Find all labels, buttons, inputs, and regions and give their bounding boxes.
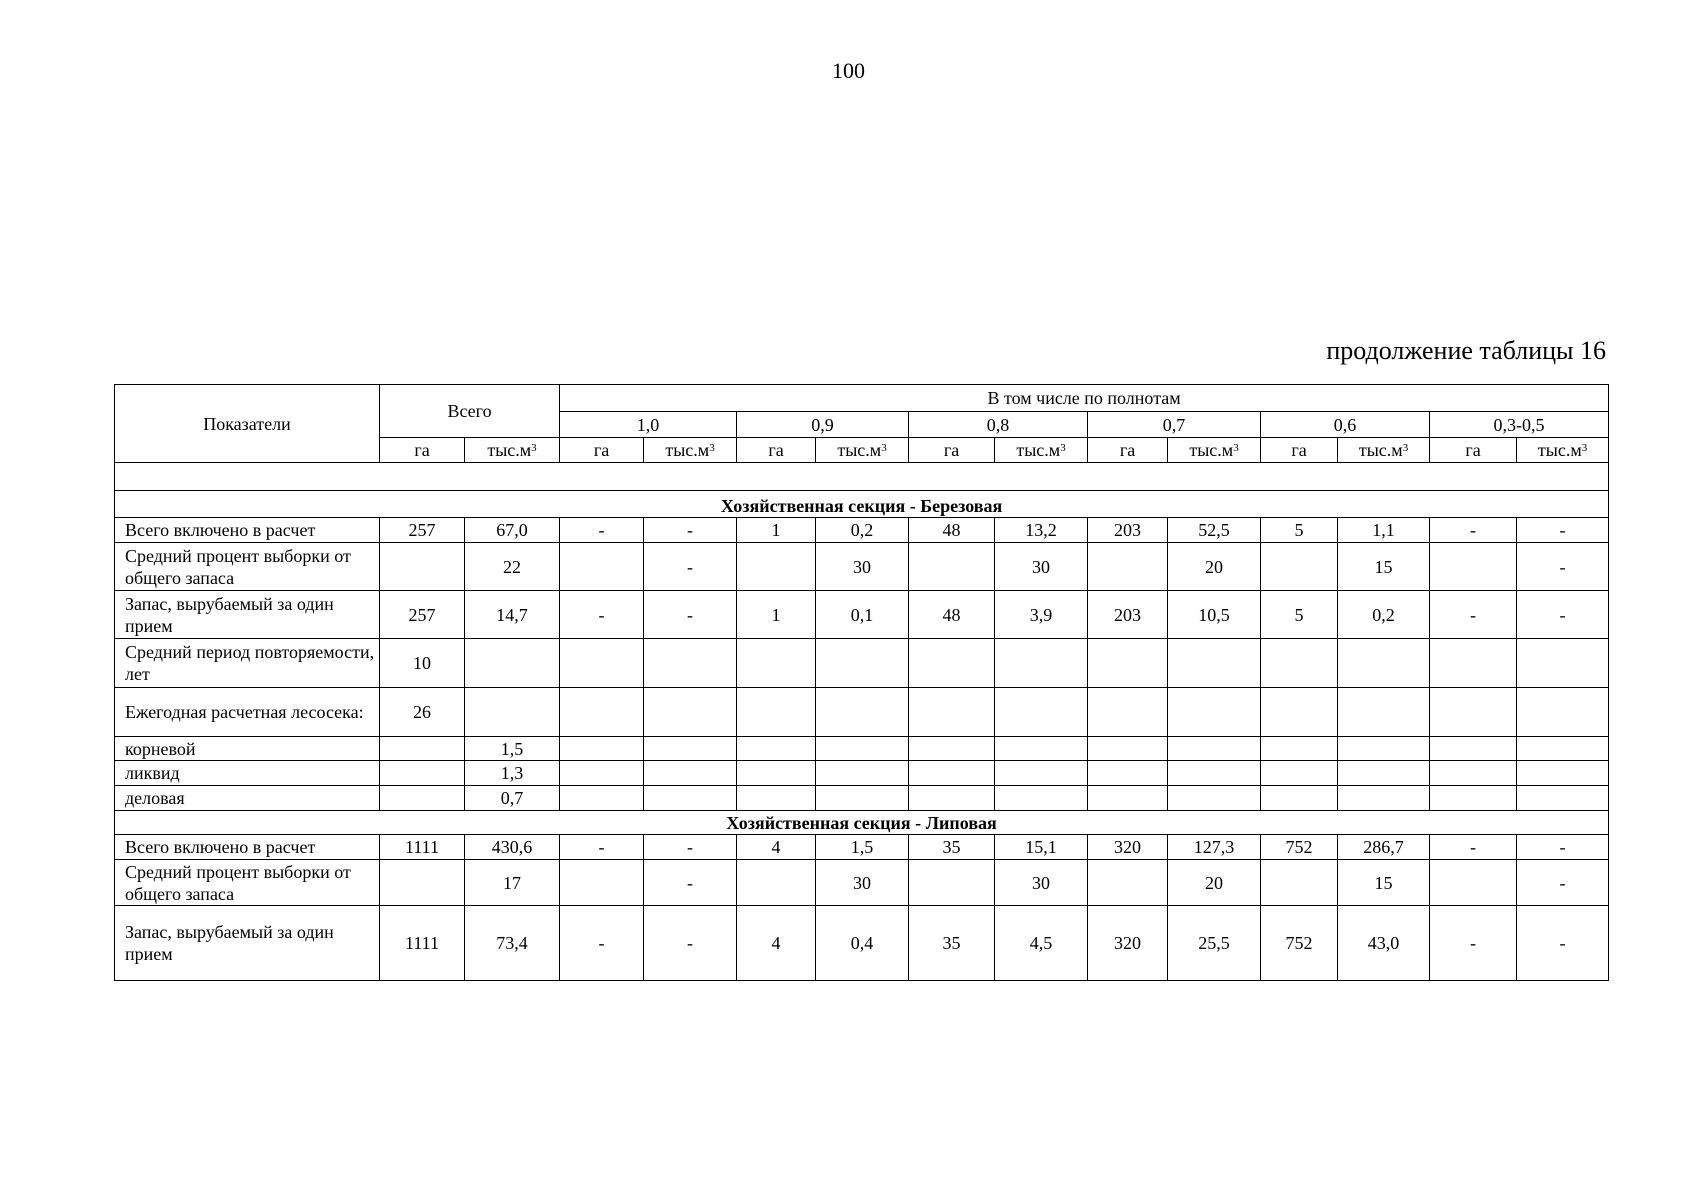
table-cell — [737, 737, 816, 761]
table-cell: - — [1430, 591, 1517, 639]
table-cell: 5 — [1261, 591, 1338, 639]
table-row — [115, 786, 1609, 811]
table-cell — [1517, 639, 1609, 688]
unit-ha: га — [909, 438, 995, 463]
table-cell — [737, 786, 816, 811]
table-cell: 1,1 — [1338, 518, 1430, 543]
table-cell: - — [644, 591, 737, 639]
table-cell — [909, 737, 995, 761]
row-label: Всего включено в расчет — [115, 518, 380, 543]
table-cell — [737, 639, 816, 688]
table-cell: 26 — [380, 688, 465, 737]
table-cell — [1168, 639, 1261, 688]
table-cell: 35 — [909, 906, 995, 981]
table-cell — [380, 543, 465, 591]
table-cell: 10 — [380, 639, 465, 688]
section-header-row — [115, 491, 1609, 518]
unit-volume-base: тыс.м — [1537, 440, 1582, 460]
section-header-row — [115, 811, 1609, 835]
table-cell — [1261, 786, 1338, 811]
table-cell — [1338, 737, 1430, 761]
table-cell — [737, 761, 816, 786]
table-cell: 1111 — [380, 906, 465, 981]
table-row — [115, 688, 1609, 737]
table-cell — [1338, 786, 1430, 811]
page-number: 100 — [832, 58, 865, 83]
table-cell: 48 — [909, 591, 995, 639]
data-table — [114, 384, 1609, 981]
unit-volume-exponent: 3 — [531, 442, 537, 454]
table-cell: 14,7 — [465, 591, 560, 639]
table-cell: 4,5 — [995, 906, 1088, 981]
table-cell: 43,0 — [1338, 906, 1430, 981]
table-cell: 0,1 — [816, 591, 909, 639]
table-cell: - — [1517, 543, 1609, 591]
table-cell — [1261, 737, 1338, 761]
table-cell: 1 — [737, 591, 816, 639]
table-cell: 52,5 — [1168, 518, 1261, 543]
table-cell — [1261, 761, 1338, 786]
table-cell: 4 — [737, 906, 816, 981]
table-cell — [1088, 860, 1168, 906]
table-cell: - — [1517, 835, 1609, 860]
unit-volume-exponent: 3 — [881, 442, 887, 454]
table-cell: 1111 — [380, 835, 465, 860]
table-cell: - — [1430, 835, 1517, 860]
row-label: Всего включено в расчет — [115, 835, 380, 860]
header-total: Всего — [380, 385, 560, 438]
table-cell — [1088, 761, 1168, 786]
table-cell — [1430, 688, 1517, 737]
table-cell — [560, 543, 644, 591]
table-cell: - — [560, 835, 644, 860]
table-cell: 17 — [465, 860, 560, 906]
table-cell — [560, 639, 644, 688]
table-cell — [909, 543, 995, 591]
table-cell: 3,9 — [995, 591, 1088, 639]
table-cell: - — [644, 906, 737, 981]
unit-volume-exponent: 3 — [1060, 442, 1066, 454]
table-cell — [995, 737, 1088, 761]
table-row — [115, 591, 1609, 639]
density-header: 0,8 — [909, 412, 1088, 438]
table-cell — [816, 688, 909, 737]
empty-row — [115, 463, 1609, 491]
table-cell — [1088, 543, 1168, 591]
header-row-1 — [115, 385, 1609, 412]
table-cell — [644, 639, 737, 688]
table-cell: 30 — [816, 860, 909, 906]
table-row — [115, 835, 1609, 860]
table-row — [115, 761, 1609, 786]
row-label: Средний процент выборки от общего запаса — [115, 543, 380, 591]
density-header: 0,6 — [1261, 412, 1430, 438]
table-cell: - — [644, 518, 737, 543]
table-cell: 67,0 — [465, 518, 560, 543]
table-cell: - — [644, 835, 737, 860]
table-body — [115, 385, 1609, 981]
table-cell: - — [1430, 906, 1517, 981]
table-row — [115, 860, 1609, 906]
table-cell: 5 — [1261, 518, 1338, 543]
table-cell — [380, 786, 465, 811]
table-cell — [1517, 688, 1609, 737]
table-cell — [1338, 639, 1430, 688]
table-cell: 15 — [1338, 860, 1430, 906]
table-cell: 1,3 — [465, 761, 560, 786]
table-cell: 20 — [1168, 543, 1261, 591]
table-cell: 0,7 — [465, 786, 560, 811]
table-cell — [816, 639, 909, 688]
unit-volume-exponent: 3 — [709, 442, 715, 454]
table-row — [115, 639, 1609, 688]
unit-ha: га — [737, 438, 816, 463]
unit-volume — [995, 438, 1088, 463]
table-cell: 752 — [1261, 906, 1338, 981]
table-cell: - — [1517, 860, 1609, 906]
table-row — [115, 737, 1609, 761]
density-header: 0,9 — [737, 412, 909, 438]
table-cell — [1338, 688, 1430, 737]
table-cell — [380, 737, 465, 761]
unit-ha: га — [1430, 438, 1517, 463]
unit-volume — [1338, 438, 1430, 463]
table-cell — [1168, 786, 1261, 811]
table-cell: 1 — [737, 518, 816, 543]
table-cell — [1338, 761, 1430, 786]
unit-volume — [816, 438, 909, 463]
unit-ha: га — [380, 438, 465, 463]
table-cell — [909, 639, 995, 688]
table-cell — [1088, 639, 1168, 688]
table-cell — [737, 860, 816, 906]
table-cell — [909, 786, 995, 811]
table-cell — [737, 688, 816, 737]
density-header: 0,7 — [1088, 412, 1261, 438]
table-cell: 30 — [995, 860, 1088, 906]
table-cell: 4 — [737, 835, 816, 860]
table-cell: 30 — [995, 543, 1088, 591]
table-cell — [1430, 860, 1517, 906]
section-title: Хозяйственная секция - Липовая — [115, 811, 1609, 835]
table-cell — [909, 761, 995, 786]
table-cell — [560, 860, 644, 906]
table-row — [115, 906, 1609, 981]
table-cell — [909, 860, 995, 906]
table-cell — [816, 761, 909, 786]
unit-volume — [465, 438, 560, 463]
table-cell: - — [560, 518, 644, 543]
table-cell: 1,5 — [816, 835, 909, 860]
table-cell — [1088, 786, 1168, 811]
table-cell — [1430, 639, 1517, 688]
table-cell — [995, 688, 1088, 737]
density-header: 1,0 — [560, 412, 737, 438]
table-cell — [380, 860, 465, 906]
table-cell: 1,5 — [465, 737, 560, 761]
table-cell: - — [644, 543, 737, 591]
table-cell: - — [644, 860, 737, 906]
table-cell — [1168, 761, 1261, 786]
table-cell: 286,7 — [1338, 835, 1430, 860]
table-cell: 203 — [1088, 518, 1168, 543]
table-cell — [1430, 543, 1517, 591]
table-cell: 30 — [816, 543, 909, 591]
table-cell — [1261, 860, 1338, 906]
table-cell: 10,5 — [1168, 591, 1261, 639]
unit-volume-exponent: 3 — [1581, 442, 1588, 454]
table-cell — [816, 786, 909, 811]
table-cell: 20 — [1168, 860, 1261, 906]
unit-ha: га — [560, 438, 644, 463]
table-cell — [644, 737, 737, 761]
section-title: Хозяйственная секция - Березовая — [115, 491, 1609, 518]
table-cell — [737, 543, 816, 591]
unit-volume-base: тыс.м — [487, 440, 532, 460]
table-cell — [560, 688, 644, 737]
unit-ha: га — [1088, 438, 1168, 463]
table-cell: - — [560, 591, 644, 639]
table-cell — [1517, 786, 1609, 811]
row-label: Средний период повторяемости, лет — [115, 639, 380, 688]
table-cell — [1261, 688, 1338, 737]
table-cell — [465, 639, 560, 688]
table-cell: 752 — [1261, 835, 1338, 860]
row-label: Запас, вырубаемый за один прием — [115, 591, 380, 639]
table-cell: 320 — [1088, 906, 1168, 981]
table-cell: 73,4 — [465, 906, 560, 981]
table-cell: - — [560, 906, 644, 981]
table-caption: продолжение таблицы 16 — [1326, 336, 1606, 365]
unit-volume-base: тыс.м — [1358, 440, 1403, 460]
header-indicators: Показатели — [115, 385, 380, 463]
unit-volume — [644, 438, 737, 463]
table-cell: - — [1517, 591, 1609, 639]
table-cell — [560, 786, 644, 811]
unit-volume-exponent: 3 — [1233, 442, 1239, 454]
table-cell: 0,2 — [1338, 591, 1430, 639]
unit-volume — [1517, 438, 1609, 463]
table-cell: 430,6 — [465, 835, 560, 860]
unit-volume-base: тыс.м — [665, 440, 710, 460]
table-cell — [995, 761, 1088, 786]
unit-volume-base: тыс.м — [837, 440, 882, 460]
table-cell — [1430, 786, 1517, 811]
table-cell — [1430, 737, 1517, 761]
table-cell — [560, 761, 644, 786]
table-cell — [1088, 737, 1168, 761]
table-cell — [644, 688, 737, 737]
table-cell: 15,1 — [995, 835, 1088, 860]
table-cell — [1168, 737, 1261, 761]
table-cell: 13,2 — [995, 518, 1088, 543]
table-row — [115, 518, 1609, 543]
table-cell — [380, 761, 465, 786]
table-cell: 127,3 — [1168, 835, 1261, 860]
header-by-density: В том числе по полнотам — [560, 385, 1609, 412]
table-cell — [995, 786, 1088, 811]
table-cell: 320 — [1088, 835, 1168, 860]
table-cell: 48 — [909, 518, 995, 543]
unit-volume — [1168, 438, 1261, 463]
table-row — [115, 543, 1609, 591]
density-header: 0,3-0,5 — [1430, 412, 1609, 438]
table-cell — [644, 761, 737, 786]
table-cell: 257 — [380, 591, 465, 639]
table-cell — [816, 737, 909, 761]
table-cell: 35 — [909, 835, 995, 860]
table-cell: - — [1430, 518, 1517, 543]
row-label: Ежегодная расчетная лесосека: — [115, 688, 380, 737]
table-cell — [1168, 688, 1261, 737]
table-cell — [1517, 761, 1609, 786]
row-label: ликвид — [115, 761, 380, 786]
row-label: деловая — [115, 786, 380, 811]
unit-volume-exponent: 3 — [1402, 442, 1409, 454]
table-cell — [560, 737, 644, 761]
table-cell: 15 — [1338, 543, 1430, 591]
table-cell — [644, 786, 737, 811]
table-cell — [1261, 543, 1338, 591]
table-cell: - — [1517, 906, 1609, 981]
unit-ha: га — [1261, 438, 1338, 463]
table-cell — [465, 688, 560, 737]
table-cell — [1517, 737, 1609, 761]
table-cell: 257 — [380, 518, 465, 543]
table-cell — [995, 639, 1088, 688]
table-cell: 25,5 — [1168, 906, 1261, 981]
unit-volume-base: тыс.м — [1189, 440, 1234, 460]
table-cell — [1088, 688, 1168, 737]
table-cell: 0,2 — [816, 518, 909, 543]
row-label: корневой — [115, 737, 380, 761]
unit-volume-base: тыс.м — [1016, 440, 1061, 460]
table-cell — [1261, 639, 1338, 688]
table-cell: 203 — [1088, 591, 1168, 639]
row-label: Средний процент выборки от общего запаса — [115, 860, 380, 906]
table-cell: 22 — [465, 543, 560, 591]
table-cell — [909, 688, 995, 737]
table-cell: - — [1517, 518, 1609, 543]
table-cell: 0,4 — [816, 906, 909, 981]
table-cell — [1430, 761, 1517, 786]
row-label: Запас, вырубаемый за один прием — [115, 906, 380, 981]
